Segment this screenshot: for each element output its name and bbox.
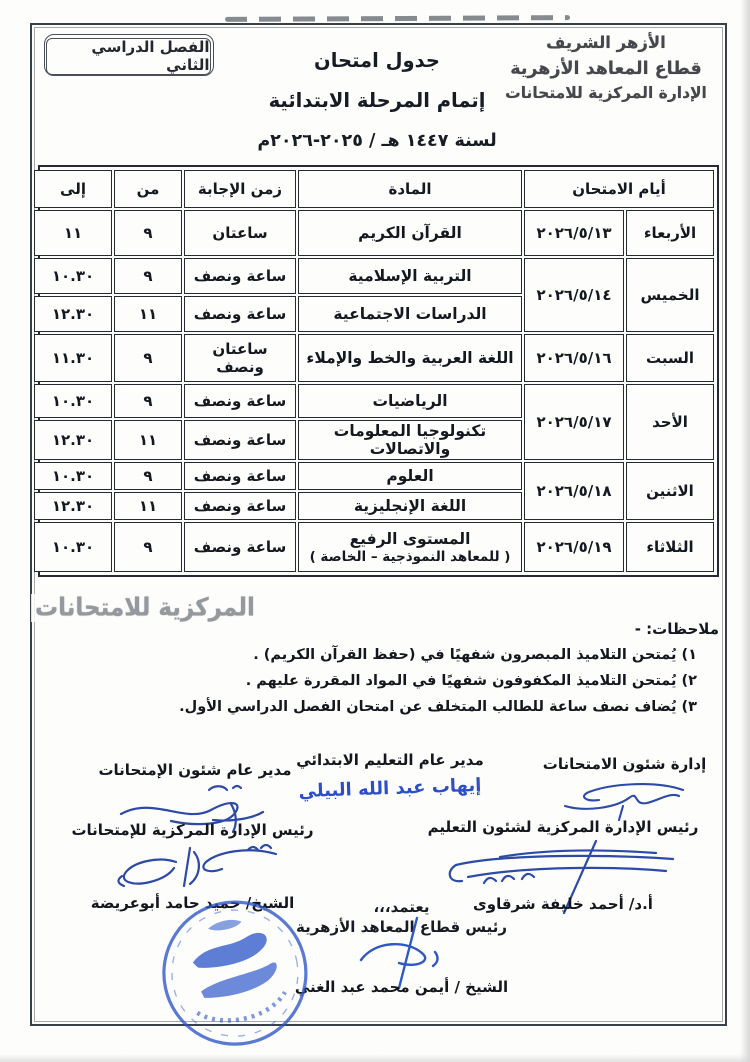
approval-title: رئيس قطاع المعاهد الأزهرية bbox=[296, 918, 507, 936]
title-line: إتمام المرحلة الابتدائية bbox=[268, 89, 486, 112]
subject-cell: الدراسات الاجتماعية bbox=[298, 296, 522, 332]
approval-block bbox=[284, 898, 519, 996]
day-cell: السبت bbox=[626, 334, 714, 382]
signatory-name: أ.د/ أحمد خليفة شرقاوى bbox=[473, 895, 653, 913]
letterhead-line: الإدارة المركزية للامتحانات bbox=[505, 84, 707, 102]
to-cell: ١١ bbox=[34, 210, 112, 256]
scan-artifact bbox=[225, 15, 570, 22]
duration-cell: ساعة ونصف bbox=[184, 492, 296, 520]
from-cell: ٩ bbox=[114, 258, 182, 294]
signature-scribble bbox=[438, 839, 688, 893]
subject-cell: اللغة الإنجليزية bbox=[298, 492, 522, 520]
handwritten-signature: إيهاب عبد الله البيلي bbox=[298, 774, 482, 803]
signature-scribble bbox=[98, 842, 288, 892]
exam-row bbox=[34, 522, 714, 572]
day-cell: الأحد bbox=[626, 384, 714, 460]
notes-heading: ملاحظات: - bbox=[634, 620, 719, 638]
note-item: ٣) يُضاف نصف ساعة للطالب المتخلف عن امتحان الفصل الدراسي الأول. bbox=[179, 699, 697, 715]
exam-row bbox=[34, 334, 714, 382]
signature-block-exam-affairs bbox=[532, 754, 717, 824]
semester-badge-label: الفصل الدراسي الثاني bbox=[46, 38, 211, 75]
day-cell: الثلاثاء bbox=[626, 522, 714, 572]
subject-cell: الرياضيات bbox=[298, 384, 522, 418]
date-cell: ٢٠٢٦/٥/١٣ bbox=[524, 210, 624, 256]
note-item: ١) يُمتحن التلاميذ المبصرون شفهيًا في (حفظ القرآن الكريم) . bbox=[253, 647, 697, 663]
subject-cell: القرآن الكريم bbox=[298, 210, 522, 256]
date-cell: ٢٠٢٦/٥/١٩ bbox=[524, 522, 624, 572]
letterhead-line: قطاع المعاهد الأزهرية bbox=[510, 58, 702, 79]
from-cell: ١١ bbox=[114, 296, 182, 332]
duration-cell: ساعة ونصف bbox=[184, 420, 296, 460]
duration-cell: ساعة ونصف bbox=[184, 258, 296, 294]
col-header-subject: المادة bbox=[298, 170, 522, 208]
exam-row bbox=[34, 210, 714, 256]
semester-badge bbox=[44, 34, 214, 76]
to-cell: ١٠.٣٠ bbox=[34, 462, 112, 490]
to-cell: ١٢.٣٠ bbox=[34, 420, 112, 460]
letterhead-line: الأزهر الشريف bbox=[546, 33, 666, 52]
date-cell: ٢٠٢٦/٥/١٧ bbox=[524, 384, 624, 460]
from-cell: ١١ bbox=[114, 492, 182, 520]
approval-word: يعتمد،،، bbox=[373, 898, 430, 916]
subject-cell: التربية الإسلامية bbox=[298, 258, 522, 294]
duration-cell: ساعتان ونصف bbox=[184, 334, 296, 382]
document-title bbox=[207, 41, 547, 161]
date-cell: ٢٠٢٦/٥/١٦ bbox=[524, 334, 624, 382]
date-cell: ٢٠٢٦/٥/١٤ bbox=[524, 258, 624, 332]
subject-cell: العلوم bbox=[298, 462, 522, 490]
day-cell: الخميس bbox=[626, 258, 714, 332]
subject-cell: تكنولوجيا المعلومات والاتصالات bbox=[298, 420, 522, 460]
signature-title: رئيس الإدارة المركزية للإمتحانات bbox=[71, 821, 314, 839]
scan-edge bbox=[740, 0, 750, 1062]
signature-title: مدير عام شئون الإمتحانات bbox=[98, 761, 292, 779]
duration-cell: ساعة ونصف bbox=[184, 384, 296, 418]
col-header-to: إلى bbox=[34, 170, 112, 208]
subject-cell: المستوى الرفيع ( للمعاهد النموذجية – الخاصة ) bbox=[298, 522, 522, 572]
exam-row bbox=[34, 462, 714, 490]
day-cell: الأربعاء bbox=[626, 210, 714, 256]
to-cell: ١٢.٣٠ bbox=[34, 492, 112, 520]
to-cell: ١١.٣٠ bbox=[34, 334, 112, 382]
exam-schedule-table bbox=[38, 165, 719, 577]
duration-cell: ساعتان bbox=[184, 210, 296, 256]
page-frame bbox=[30, 23, 727, 1026]
subject-cell: اللغة العربية والخط والإملاء bbox=[298, 334, 522, 382]
to-cell: ١٢.٣٠ bbox=[34, 296, 112, 332]
duration-cell: ساعة ونصف bbox=[184, 462, 296, 490]
from-cell: ٩ bbox=[114, 522, 182, 572]
duration-cell: ساعة ونصف bbox=[184, 522, 296, 572]
col-header-exam-days: أيام الامتحان bbox=[524, 170, 714, 208]
from-cell: ١١ bbox=[114, 420, 182, 460]
from-cell: ٩ bbox=[114, 334, 182, 382]
day-cell: الاثنين bbox=[626, 462, 714, 520]
note-item: ٢) يُمتحن التلاميذ المكفوفون شفهيًا في المواد المقررة عليهم . bbox=[245, 673, 697, 689]
notes-section bbox=[54, 620, 719, 720]
to-cell: ١٠.٣٠ bbox=[34, 258, 112, 294]
watermark-text: المركزية للامتحانات bbox=[31, 594, 259, 622]
from-cell: ٩ bbox=[114, 462, 182, 490]
signature-title: رئيس الإدارة المركزية لشئون التعليم bbox=[427, 818, 699, 836]
col-header-duration: زمن الإجابة bbox=[184, 170, 296, 208]
to-cell: ١٠.٣٠ bbox=[34, 522, 112, 572]
title-line-year: لسنة ١٤٤٧ هـ / ٢٠٢٥-٢٠٢٦م bbox=[257, 131, 497, 151]
signature-title: مدير عام التعليم الابتدائي bbox=[296, 751, 484, 769]
table-header-row bbox=[34, 170, 714, 208]
signature-title: إدارة شئون الامتحانات bbox=[542, 755, 707, 773]
exam-row bbox=[34, 258, 714, 294]
signatory-name: الشيخ / أيمن محمد عبد الغني bbox=[294, 978, 509, 996]
to-cell: ١٠.٣٠ bbox=[34, 384, 112, 418]
signatory-name: الشيخ/ حميد حامد أبوعريضة bbox=[90, 894, 295, 912]
date-cell: ٢٠٢٦/٥/١٨ bbox=[524, 462, 624, 520]
title-line: جدول امتحان bbox=[314, 49, 440, 72]
scan-edge bbox=[0, 1054, 750, 1062]
col-header-from: من bbox=[114, 170, 182, 208]
duration-cell: ساعة ونصف bbox=[184, 296, 296, 332]
exam-row bbox=[34, 384, 714, 418]
exam-table-body bbox=[34, 210, 714, 572]
signature-block-primary-education bbox=[280, 750, 500, 803]
from-cell: ٩ bbox=[114, 384, 182, 418]
from-cell: ٩ bbox=[114, 210, 182, 256]
signature-scribble bbox=[347, 932, 457, 976]
